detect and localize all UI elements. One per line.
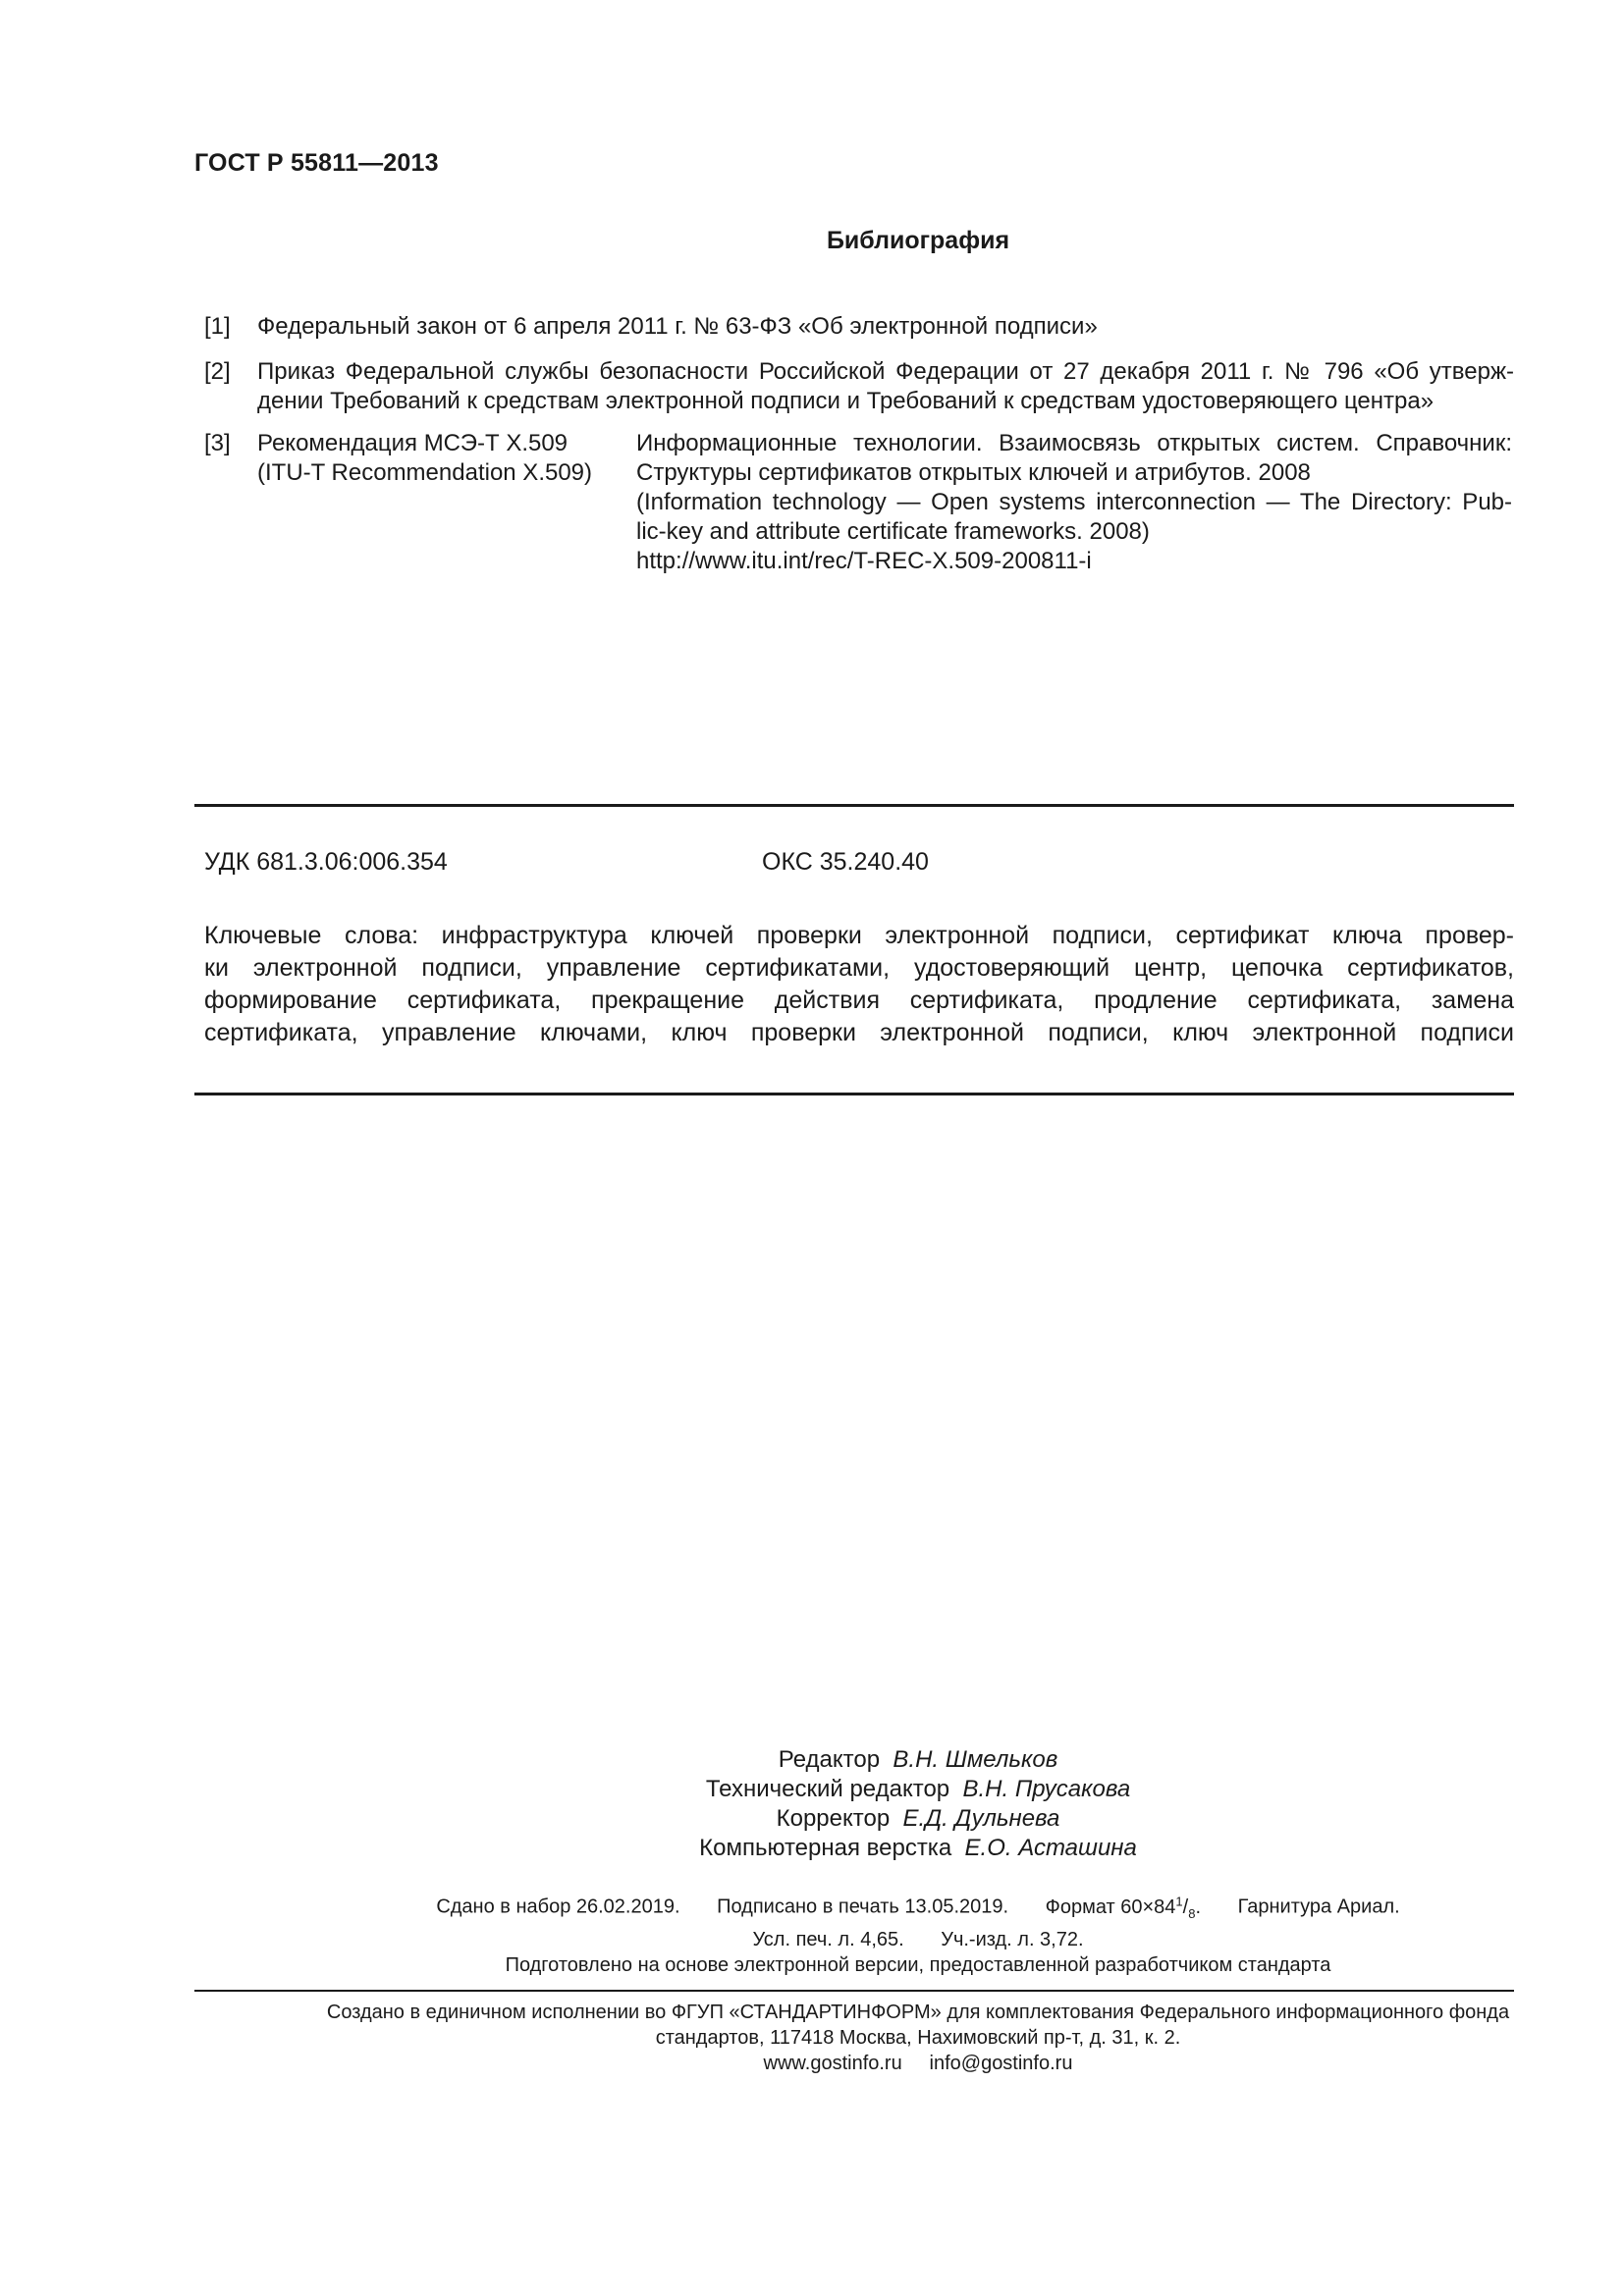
document-code: ГОСТ Р 55811—2013 bbox=[194, 149, 439, 177]
divider-bottom bbox=[194, 1093, 1514, 1095]
footer-line-2: стандартов, 117418 Москва, Нахимовский пр-т, д. 31, к. 2. bbox=[655, 2027, 1181, 2049]
credit-role: Компьютерная верстка bbox=[699, 1835, 952, 1861]
credit-name: Е.Д. Дульнева bbox=[902, 1805, 1060, 1832]
bibliography-title: Библиография bbox=[826, 227, 1010, 254]
ref-3-title-1: Информационные технологии. Взаимосвязь открытых систем. Справочник: bbox=[636, 430, 1512, 456]
credit-name: В.Н. Прусакова bbox=[962, 1776, 1131, 1802]
ref-3-source-1: Рекомендация МСЭ-Т Х.509 bbox=[257, 430, 568, 456]
imprint-print-sheets: Усл. печ. л. 4,65. bbox=[752, 1928, 904, 1950]
keywords bbox=[204, 920, 1514, 1049]
ref-3-title-2: Структуры сертификатов открытых ключей и атрибутов. 2008 bbox=[636, 459, 1311, 486]
imprint-block bbox=[0, 1889, 1624, 1978]
imprint-signed: Подписано в печать 13.05.2019. bbox=[717, 1896, 1009, 1918]
ref-2-number: [2] bbox=[204, 358, 231, 385]
ref-3-source-2: (ITU-T Recommendation X.509) bbox=[257, 459, 593, 486]
credit-editor bbox=[212, 1745, 1624, 1775]
oks-code: ОКС 35.240.40 bbox=[762, 848, 929, 876]
ref-1-number: [1] bbox=[204, 313, 231, 340]
ref-2-line-1: Приказ Федеральной службы безопасности Российской Федерации от 27 декабря 2011 г. № 796 «Об утверж- bbox=[257, 358, 1514, 385]
footer-line-1: Создано в единичном исполнении во ФГУП «СТАНДАРТИНФОРМ» для комплектования Федерального информационного фонда bbox=[326, 2002, 1510, 2023]
ref-3-url: http://www.itu.int/rec/T-REC-X.509-200811-i bbox=[636, 548, 1092, 574]
imprint-prepared: Подготовлено на основе электронной версии, предоставленной разработчиком стандарта bbox=[505, 1953, 1331, 1976]
keywords-line-4: сертификата, управление ключами, ключ проверки электронной подписи, ключ электронной подписи bbox=[204, 1019, 1514, 1046]
credit-tech-editor bbox=[212, 1775, 1624, 1804]
credit-role: Технический редактор bbox=[705, 1776, 950, 1802]
footer-block bbox=[0, 2000, 1624, 2076]
ref-3-title-4: lic-key and attribute certificate frameworks. 2008) bbox=[636, 518, 1150, 545]
credit-name: Е.О. Асташина bbox=[964, 1835, 1137, 1861]
udk-code: УДК 681.3.06:006.354 bbox=[204, 848, 448, 876]
imprint-line-1 bbox=[212, 1889, 1624, 1927]
imprint-pub-sheets: Уч.-изд. л. 3,72. bbox=[941, 1928, 1084, 1950]
imprint-format: Формат $60\times 84^1/_8$. bbox=[1045, 1894, 1201, 1921]
footer-site: www.gostinfo.ru bbox=[763, 2053, 902, 2074]
divider-footer bbox=[194, 1990, 1514, 1992]
credits-block bbox=[0, 1745, 1624, 1863]
keywords-line-3: формирование сертификата, прекращение действия сертификата, продление сертификата, замена bbox=[204, 987, 1514, 1014]
imprint-typeset: Сдано в набор 26.02.2019. bbox=[436, 1896, 680, 1918]
footer-contacts bbox=[212, 2051, 1624, 2076]
credit-layout bbox=[212, 1834, 1624, 1863]
footer-email: info@gostinfo.ru bbox=[929, 2053, 1073, 2074]
ref-1-text: Федеральный закон от 6 апреля 2011 г. № 63-ФЗ «Об электронной подписи» bbox=[257, 313, 1098, 340]
ref-3-number: [3] bbox=[204, 430, 231, 456]
keywords-line-1: Ключевые слова: инфраструктура ключей проверки электронной подписи, сертификат ключа провер- bbox=[204, 922, 1514, 949]
imprint-line-2 bbox=[212, 1927, 1624, 1952]
ref-2-line-2: дении Требований к средствам электронной подписи и Требований к средствам удостоверяющего центра» bbox=[257, 388, 1435, 414]
imprint-font: Гарнитура Ариал. bbox=[1237, 1896, 1400, 1918]
credit-role: Редактор bbox=[778, 1746, 881, 1773]
credit-role: Корректор bbox=[776, 1805, 891, 1832]
divider-top bbox=[194, 804, 1514, 807]
ref-3-title-3: (Information technology — Open systems interconnection — The Directory: Pub- bbox=[636, 489, 1512, 515]
credit-proofreader bbox=[212, 1804, 1624, 1834]
keywords-line-2: ки электронной подписи, управление сертификатами, удостоверяющий центр, цепочка сертификатов, bbox=[204, 954, 1514, 982]
credit-name: В.Н. Шмельков bbox=[893, 1746, 1058, 1773]
